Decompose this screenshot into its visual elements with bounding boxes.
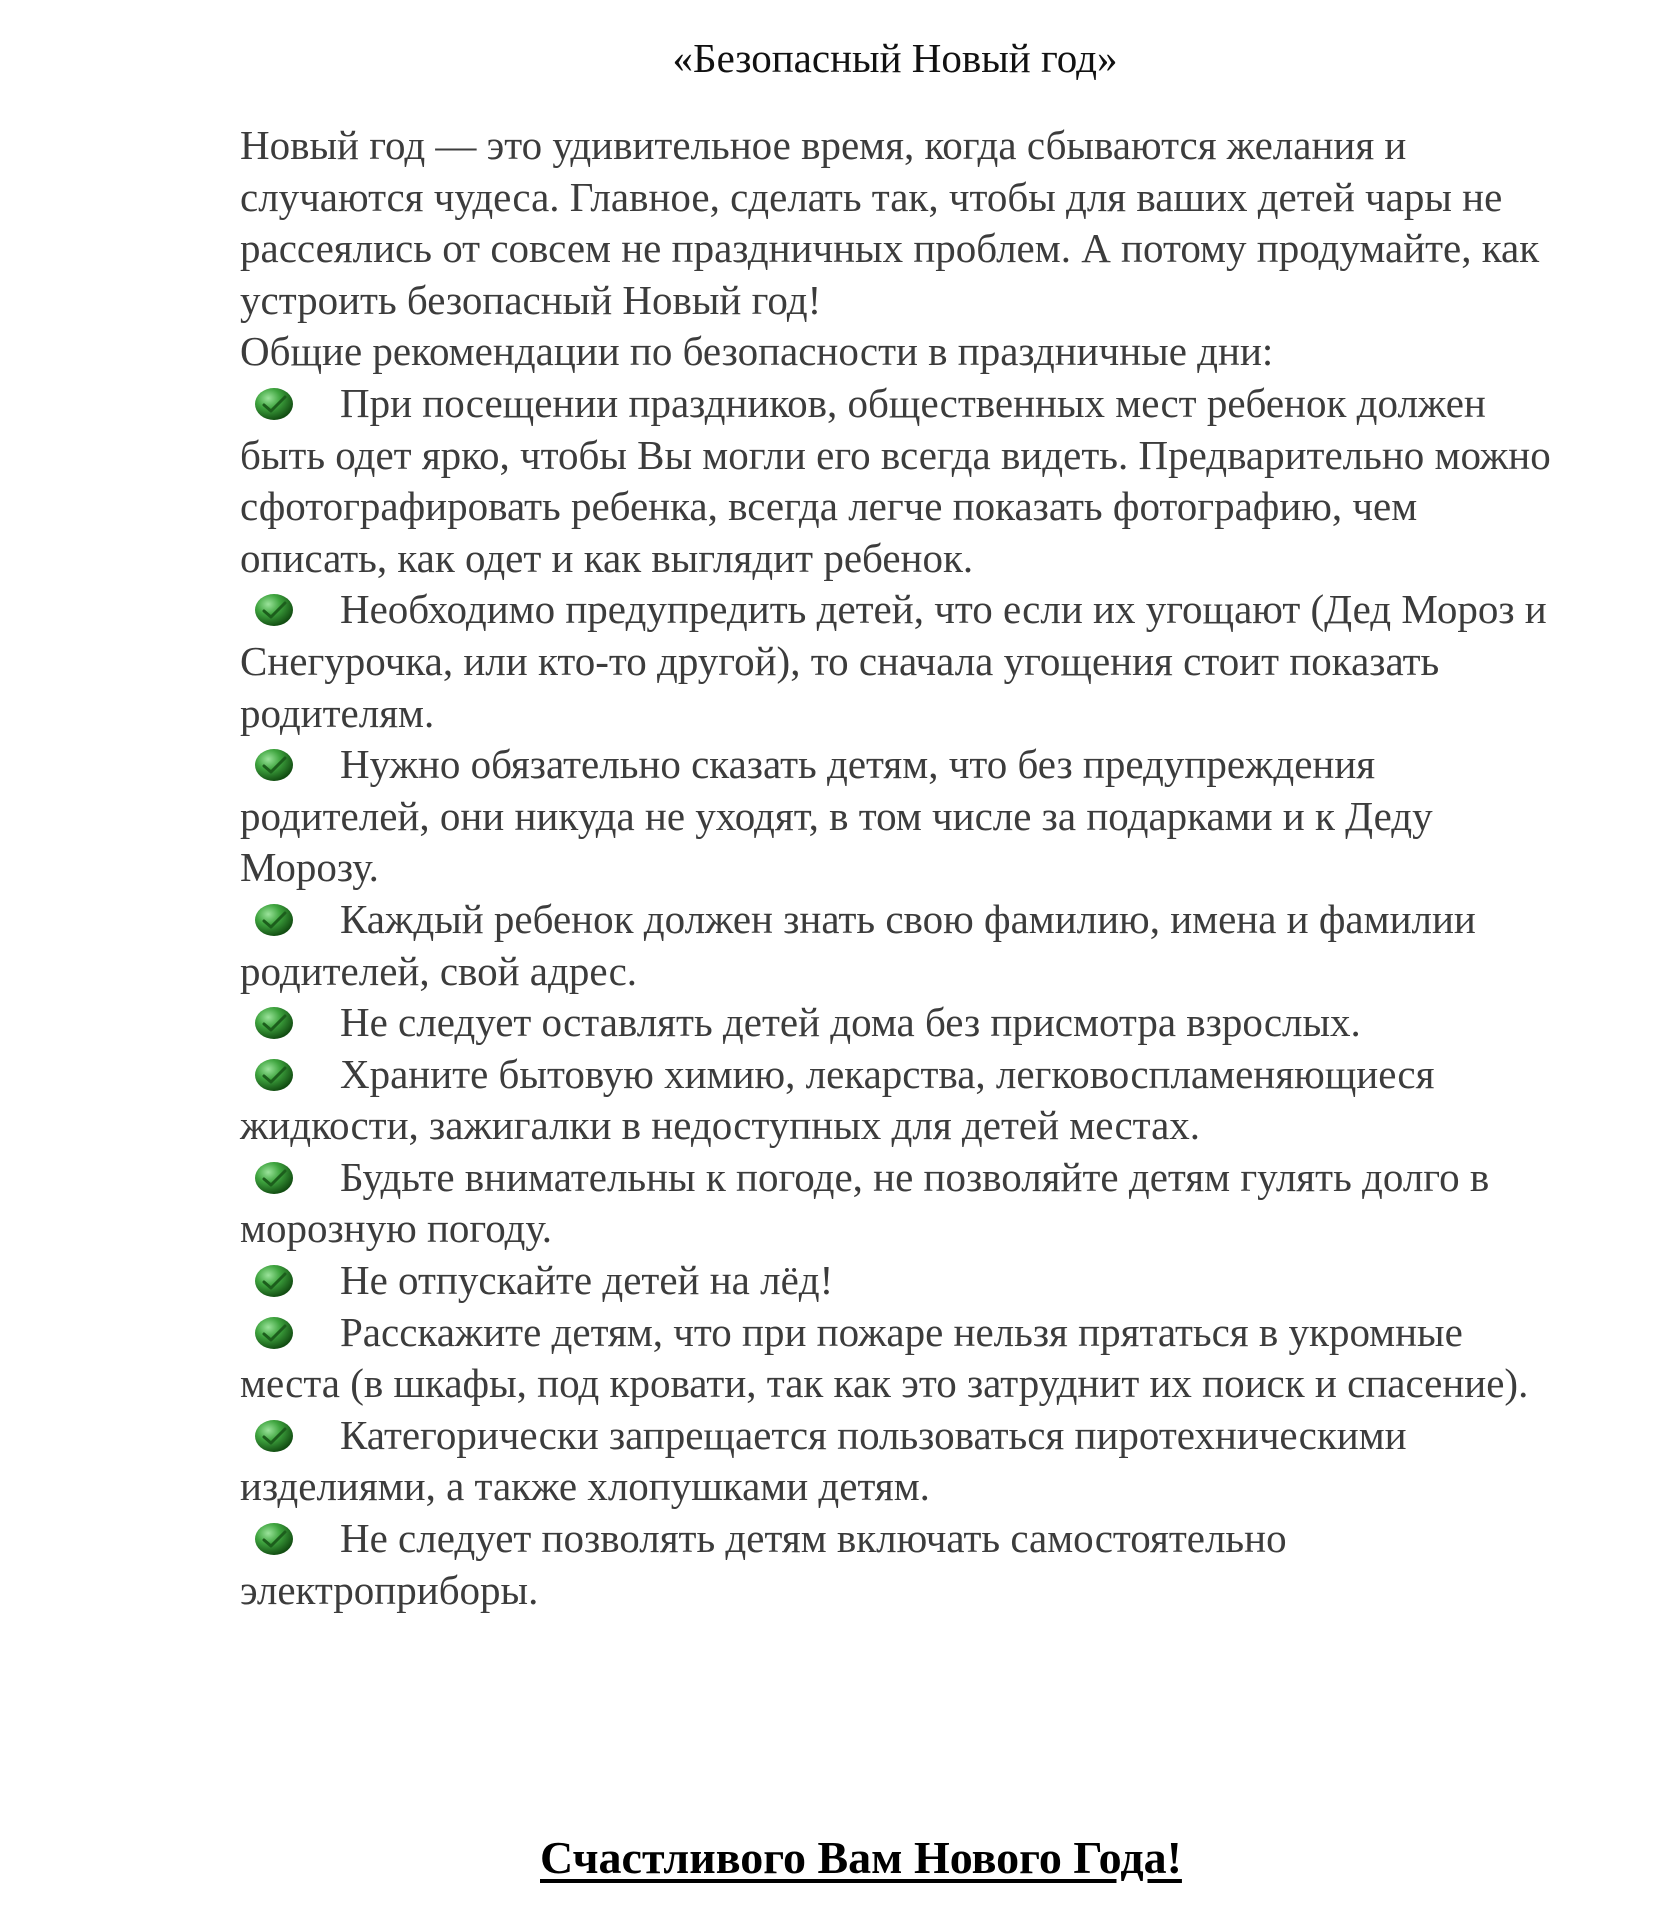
list-item bbox=[240, 1307, 1570, 1410]
recommendations-heading: Общие рекомендации по безопасности в праздничные дни: bbox=[240, 328, 1274, 375]
list-item bbox=[240, 378, 1570, 584]
list-item bbox=[240, 739, 1570, 894]
list-item-text: Не отпускайте детей на лёд! bbox=[340, 1257, 834, 1304]
list-item-text: Категорически запрещается пользоваться пиротехническими изделиями, а также хлопушками детям. bbox=[240, 1411, 1407, 1510]
green-ball-bullet-icon bbox=[252, 1004, 296, 1042]
list-item-text: При посещении праздников, общественных мест ребенок должен быть одет ярко, чтобы Вы могли его всегда видеть. Предварительно можно сфотографировать ребенка, всегда легче показать фотографию, чем описать, как одет и как выглядит ребенок. bbox=[240, 379, 1551, 581]
list-item bbox=[240, 1049, 1570, 1152]
list-item bbox=[240, 1513, 1570, 1616]
recommendations-list bbox=[240, 378, 1570, 1616]
green-ball-bullet-icon bbox=[252, 591, 296, 629]
page-title: «Безопасный Новый год» bbox=[672, 35, 1118, 81]
green-ball-bullet-icon bbox=[252, 1314, 296, 1352]
document-body bbox=[240, 120, 1570, 1616]
list-item bbox=[240, 894, 1570, 997]
list-item-text: Нужно обязательно сказать детям, что без предупреждения родителей, они никуда не уходят, в том числе за подарками и к Деду Морозу. bbox=[240, 741, 1433, 891]
list-item-text: Храните бытовую химию, лекарства, легковоспламеняющиеся жидкости, зажигалки в недоступных для детей местах. bbox=[240, 1050, 1435, 1149]
list-item bbox=[240, 1152, 1570, 1255]
list-item-text: Расскажите детям, что при пожаре нельзя прятаться в укромные места (в шкафы, под кровати, так как это затруднит их поиск и спасение). bbox=[240, 1308, 1529, 1407]
list-item-text: Не следует оставлять детей дома без присмотра взрослых. bbox=[340, 999, 1361, 1046]
list-item bbox=[240, 1410, 1570, 1513]
closing-greeting: Счастливого Вам Нового Года! bbox=[540, 1832, 1182, 1883]
green-ball-bullet-icon bbox=[252, 901, 296, 939]
list-item-text: Каждый ребенок должен знать свою фамилию, имена и фамилии родителей, свой адрес. bbox=[240, 895, 1476, 994]
green-ball-bullet-icon bbox=[252, 746, 296, 784]
green-ball-bullet-icon bbox=[252, 1159, 296, 1197]
list-item-text: Необходимо предупредить детей, что если их угощают (Дед Мороз и Снегурочка, или кто-то другой), то сначала угощения стоит показать родителям. bbox=[240, 586, 1547, 736]
list-item-text: Не следует позволять детям включать самостоятельно электроприборы. bbox=[240, 1515, 1287, 1613]
green-ball-bullet-icon bbox=[252, 1520, 296, 1558]
list-item bbox=[240, 997, 1570, 1049]
list-item-text: Будьте внимательны к погоде, не позволяйте детям гулять долго в морозную погоду. bbox=[240, 1153, 1490, 1252]
green-ball-bullet-icon bbox=[252, 1056, 296, 1094]
list-item bbox=[240, 584, 1570, 739]
green-ball-bullet-icon bbox=[252, 1262, 296, 1300]
intro-paragraph: Новый год — это удивительное время, когда сбываются желания и случаются чудеса. Главное, сделать так, чтобы для ваших детей чары не рассеялись от совсем не праздничных проблем. А потому продумайте, как устроить безопасный Новый год! bbox=[240, 122, 1540, 323]
green-ball-bullet-icon bbox=[252, 1417, 296, 1455]
green-ball-bullet-icon bbox=[252, 385, 296, 423]
list-item bbox=[240, 1255, 1570, 1307]
